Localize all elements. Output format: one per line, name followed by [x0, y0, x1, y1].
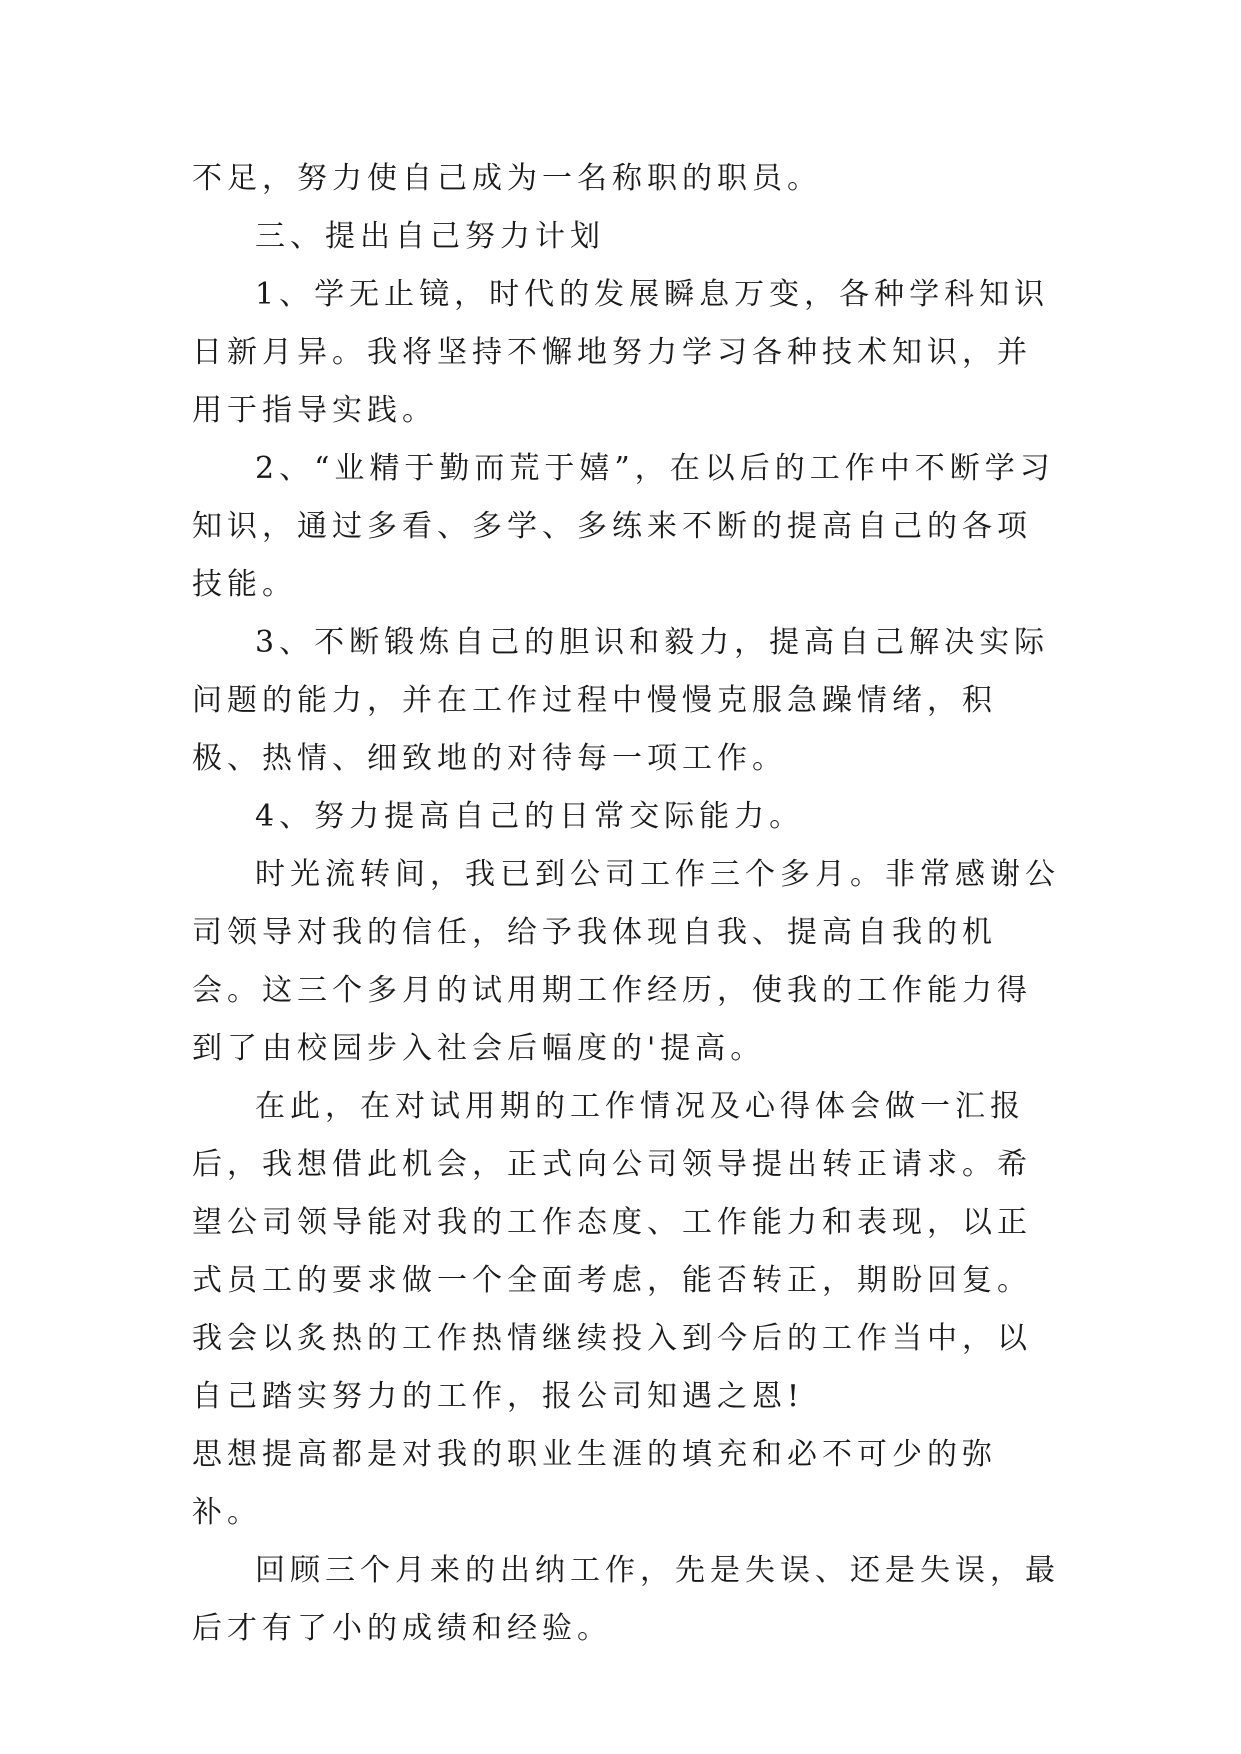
plan-item-3: 3、不断锻炼自己的胆识和毅力，提高自己解决实际问题的能力，并在工作过程中慢慢克服急躁情绪，积极、热情、细致地的对待每一项工作。 — [192, 625, 1050, 776]
paragraph-continuation: 不足，努力使自己成为一名称职的职员。 — [192, 161, 822, 196]
paragraph-fragment: 思想提高都是对我的职业生涯的填充和必不可少的弥补。 — [192, 1437, 997, 1530]
paragraph-gratitude: 时光流转间，我已到公司工作三个多月。非常感谢公司领导对我的信任，给予我体现自我、提高自我的机会。这三个多月的试用期工作经历，使我的工作能力得到了由校园步入社会后幅度的'提高。 — [192, 857, 1060, 1066]
paragraph-review: 回顾三个月来的出纳工作，先是失误、还是失误，最后才有了小的成绩和经验。 — [192, 1553, 1060, 1646]
section-heading: 三、提出自己努力计划 — [255, 219, 605, 254]
plan-item-2: 2、“业精于勤而荒于嬉”，在以后的工作中不断学习知识，通过多看、多学、多练来不断的提高自己的各项技能。 — [192, 451, 1055, 602]
paragraph-request: 在此，在对试用期的工作情况及心得体会做一汇报后，我想借此机会，正式向公司领导提出转正请求。希望公司领导能对我的工作态度、工作能力和表现，以正式员工的要求做一个全面考虑，能否转正，期盼回复。我会以炙热的工作热情继续投入到今后的工作当中，以自己踏实努力的工作，报公司知遇之恩! — [192, 1089, 1032, 1414]
plan-item-1: 1、学无止镜，时代的发展瞬息万变，各种学科知识日新月异。我将坚持不懈地努力学习各种技术知识，并用于指导实践。 — [192, 277, 1050, 428]
plan-item-4: 4、努力提高自己的日常交际能力。 — [255, 799, 805, 834]
document-body — [192, 150, 1062, 1658]
